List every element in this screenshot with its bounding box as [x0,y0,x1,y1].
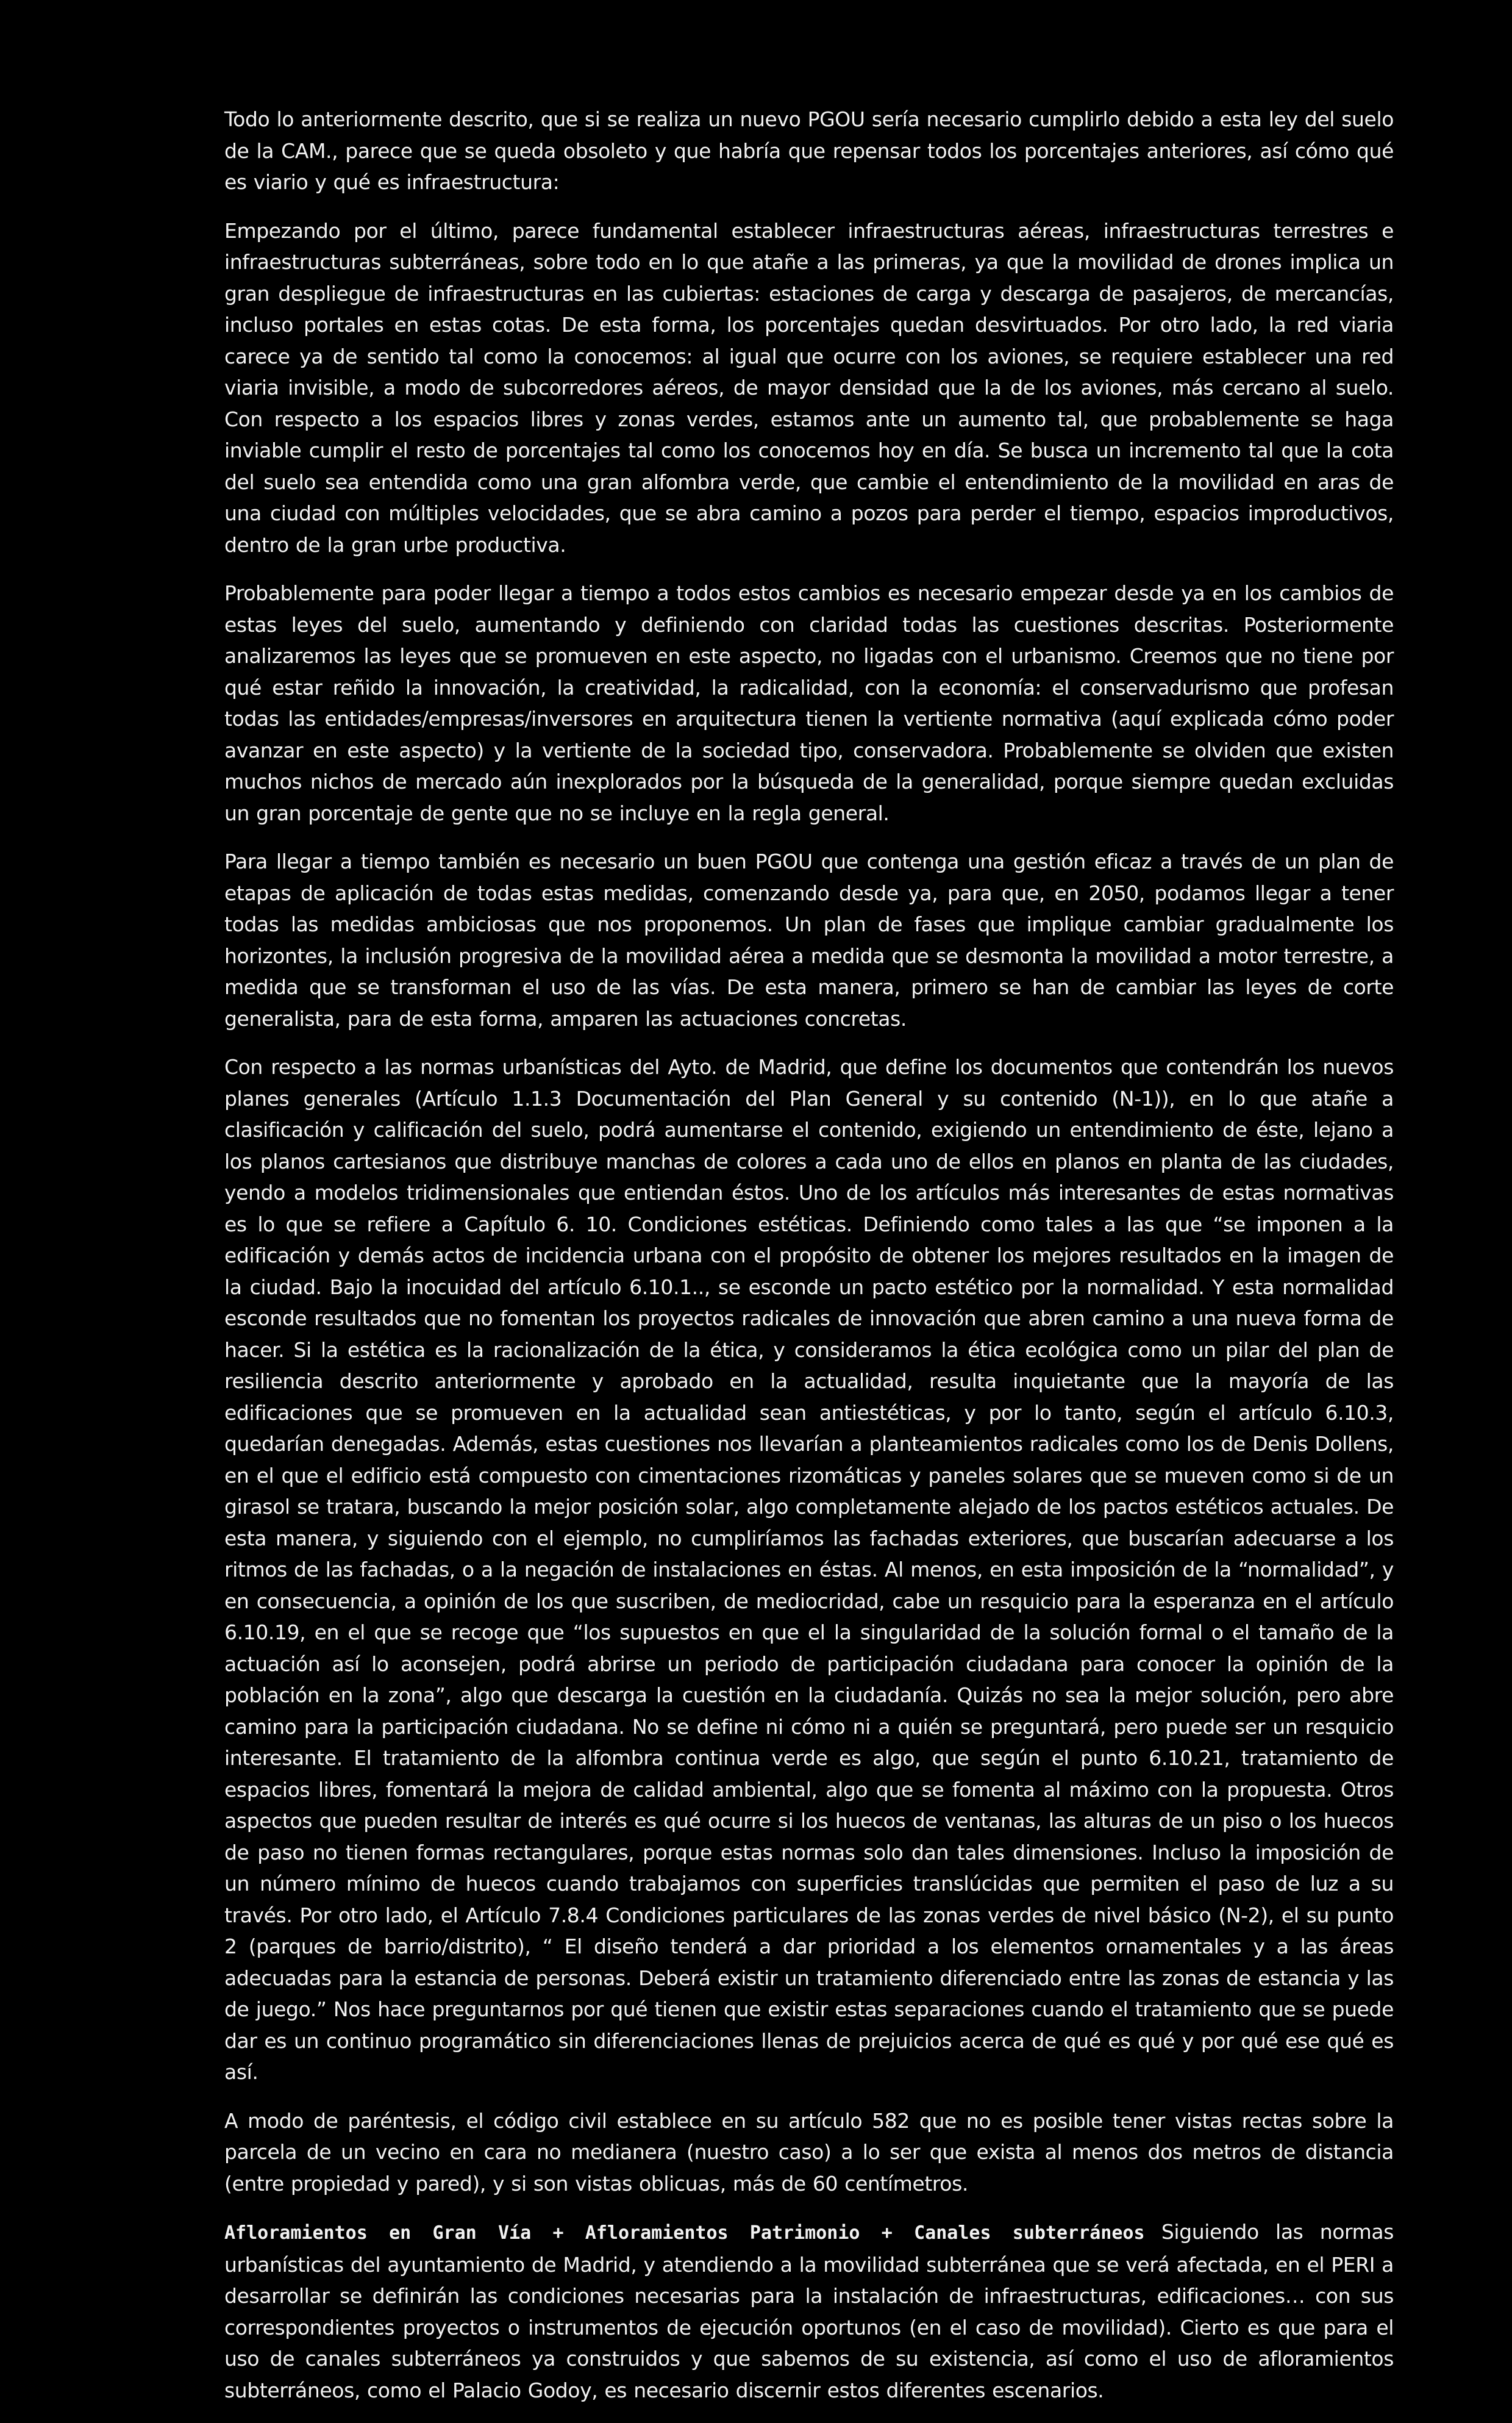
document-page [224,104,1394,2423]
paragraph-7 [224,2216,1394,2406]
section-text: Siguiendo las normas urbanísticas del ayuntamiento de Madrid, y atendiendo a la movilidad subterránea que se verá afectada, en el PERI a desarrollar se definirán las condiciones necesarias para la instalación de infraestructuras, edificaciones… con sus correspondientes proyectos o instrumentos de ejecución oportunos (en el caso de movilidad). Cierto es que para el uso de canales subterráneos ya construidos y que sabemos de su existencia, así como el uso de afloramientos subterráneos, como el Palacio Godoy, es necesario discernir estos diferentes escenarios. [224,2220,1394,2402]
paragraph-1: Todo lo anteriormente descrito, que si se realiza un nuevo PGOU sería necesario cumplirlo debido a esta ley del suelo de la CAM., parece que se queda obsoleto y que habría que repensar todos los porcentajes anteriores, así cómo qué es viario y qué es infraestructura: [224,107,1394,194]
paragraph-3: Probablemente para poder llegar a tiempo a todos estos cambios es necesario empezar desde ya en los cambios de estas leyes del suelo, aumentando y definiendo con claridad todas las cuestiones descritas. Posteriormente analizaremos las leyes que se promueven en este aspecto, no ligadas con el urbanismo. Creemos que no tiene por qué estar reñido la innovación, la creatividad, la radicalidad, con la economía: el conservadurismo que profesan todas las entidades/empresas/inversores en arquitectura tienen la vertiente normativa (aquí explicada cómo poder avanzar en este aspecto) y la vertiente de la sociedad tipo, conservadora. Probablemente se olviden que existen muchos nichos de mercado aún inexplorados por la búsqueda de la generalidad, porque siempre quedan excluidas un gran porcentaje de gente que no se incluye en la regla general. [224,581,1394,825]
paragraph-6: A modo de paréntesis, el código civil establece en su artículo 582 que no es posible tener vistas rectas sobre la parcela de un vecino en cara no medianera (nuestro caso) a lo ser que exista al menos dos metros de distancia (entre propiedad y pared), y si son vistas oblicuas, más de 60 centímetros. [224,2108,1394,2196]
paragraph-4: Para llegar a tiempo también es necesario un buen PGOU que contenga una gestión eficaz a través de un plan de etapas de aplicación de todas estas medidas, comenzando desde ya, para que, en 2050, podamos llegar a tener todas las medidas ambiciosas que nos proponemos. Un plan de fases que implique cambiar gradualmente los horizontes, la inclusión progresiva de la movilidad aérea a medida que se desmonta la movilidad a motor terrestre, a medida que se transforman el uso de las vías. De esta manera, primero se han de cambiar las leyes de corte generalista, para de esta forma, amparen las actuaciones concretas. [224,850,1394,1031]
paragraph-5: Con respecto a las normas urbanísticas del Ayto. de Madrid, que define los documentos que contendrán los nuevos planes generales (Artículo 1.1.3 Documentación del Plan General y su contenido (N-1)), en lo que atañe a clasificación y calificación del suelo, podrá aumentarse el contenido, exigiendo un entendimiento de éste, lejano a los planos cartesianos que distribuye manchas de colores a cada uno de ellos en planos en planta de las ciudades, yendo a modelos tridimensionales que entiendan éstos. Uno de los artículos más interesantes de estas normativas es lo que se refiere a Capítulo 6. 10. Condiciones estéticas. Definiendo como tales a las que “se imponen a la edificación y demás actos de incidencia urbana con el propósito de obtener los mejores resultados en la imagen de la ciudad. Bajo la inocuidad del artículo 6.10.1.., se esconde un pacto estético por la normalidad. Y esta normalidad esconde resultados que no fomentan los proyectos radicales de innovación que abren camino a una nueva forma de hacer. Si la estética es la racionalización de la ética, y consideramos la ética ecológica como un pilar del plan de resiliencia descrito anteriormente y aprobado en la actualidad, resulta inquietante que la mayoría de las edificaciones que se promueven en la actualidad sean antiestéticas, y por lo tanto, según el artículo 6.10.3, quedarían denegadas. Además, estas cuestiones nos llevarían a planteamientos radicales como los de Denis Dollens, en el que el edificio está compuesto con cimentaciones rizomáticas y paneles solares que se mueven como si de un girasol se tratara, buscando la mejor posición solar, algo completamente alejado de los pactos estéticos actuales. De esta manera, y siguiendo con el ejemplo, no cumpliríamos las fachadas exteriores, que buscarían adecuarse a los ritmos de las fachadas, o a la negación de instalaciones en éstas. Al menos, en esta imposición de la “normalidad”, y en consecuencia, a opinión de los que suscriben, de mediocridad, cabe un resquicio para la esperanza en el artículo 6.10.19, en el que se recoge que “los supuestos en que el la singularidad de la solución formal o el tamaño de la actuación así lo aconsejen, podrá abrirse un periodo de participación ciudadana para conocer la opinión de la población en la zona”, algo que descarga la cuestión en la ciudadanía. Quizás no sea la mejor solución, pero abre camino para la participación ciudadana. No se define ni cómo ni a quién se preguntará, pero puede ser un resquicio interesante. El tratamiento de la alfombra continua verde es algo, que según el punto 6.10.21, tratamiento de espacios libres, fomentará la mejora de calidad ambiental, algo que se fomenta al máximo con la propuesta. Otros aspectos que pueden resultar de interés es qué ocurre si los huecos de ventanas, las alturas de un piso o los huecos de paso no tienen formas rectangulares, porque estas normas solo dan tales dimensiones. Incluso la imposición de un número mínimo de huecos cuando trabajamos con superficies translúcidas que permiten el paso de luz a su través. Por otro lado, el Artículo 7.8.4 Condiciones particulares de las zonas verdes de nivel básico (N-2), el su punto 2 (parques de barrio/distrito), “ El diseño tenderá a dar prioridad a los elementos ornamentales y a las áreas adecuadas para la estancia de personas. Deberá existir un tratamiento diferenciado entre las zonas de estancia y las de juego.” Nos hace preguntarnos por qué tienen que existir estas separaciones cuando el tratamiento que se puede dar es un continuo programático sin diferenciaciones llenas de prejuicios acerca de qué es qué y por qué ese qué es así. [224,1055,1394,2084]
section-heading: Afloramientos en Gran Vía + Afloramientos Patrimonio + Canales subterráneos [224,2222,1145,2244]
paragraph-2: Empezando por el último, parece fundamental establecer infraestructuras aéreas, infraestructuras terrestres e infraestructuras subterráneas, sobre todo en lo que atañe a las primeras, ya que la movilidad de drones implica un gran despliegue de infraestructuras en las cubiertas: estaciones de carga y descarga de pasajeros, de mercancías, incluso portales en estas cotas. De esta forma, los porcentajes quedan desvirtuados. Por otro lado, la red viaria carece ya de sentido tal como la conocemos: al igual que ocurre con los aviones, se requiere establecer una red viaria invisible, a modo de subcorredores aéreos, de mayor densidad que la de los aviones, más cercano al suelo. Con respecto a los espacios libres y zonas verdes, estamos ante un aumento tal, que probablemente se haga inviable cumplir el resto de porcentajes tal como los conocemos hoy en día. Se busca un incremento tal que la cota del suelo sea entendida como una gran alfombra verde, que cambie el entendimiento de la movilidad en aras de una ciudad con múltiples velocidades, que se abra camino a pozos para perder el tiempo, espacios improductivos, dentro de la gran urbe productiva. [224,218,1394,557]
